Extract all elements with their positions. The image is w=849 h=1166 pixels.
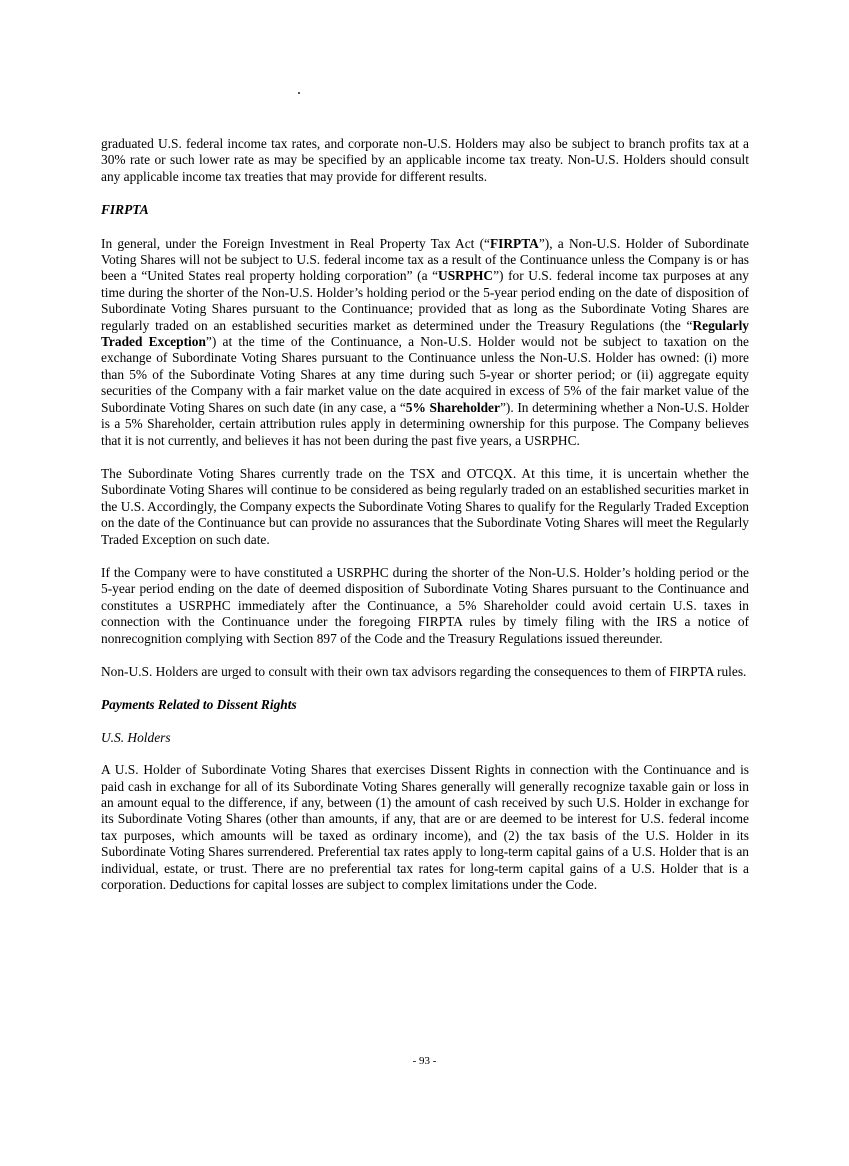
firpta-heading: FIRPTA xyxy=(101,202,149,218)
intro-paragraph: graduated U.S. federal income tax rates, and corporate non-U.S. Holders may also be subject to branch profits tax at a 30% rate or such lower rate as may be specified by an applicable income tax treaty. Non-U.S. Holders should consult any applicable income tax treaties that may provide for different results. xyxy=(101,136,749,184)
dissent-rights-heading: Payments Related to Dissent Rights xyxy=(101,697,297,713)
us-holders-subheading: U.S. Holders xyxy=(101,729,171,745)
document-body xyxy=(101,136,749,910)
defined-term-firpta: FIRPTA xyxy=(489,235,539,251)
defined-term-regularly-traded-exception: Regularly Traded Exception xyxy=(101,317,749,350)
text-run: ”). In determining whether a Non-U.S. Holder is a 5% Shareholder, certain attribution rules apply in determining ownership for this purpose. The Company believes that it is not currently, and believes it has not been during the past five years, a USRPHC. xyxy=(101,399,749,448)
dissent-paragraph-1: A U.S. Holder of Subordinate Voting Shares that exercises Dissent Rights in connection with the Continuance and is paid cash in exchange for all of its Subordinate Voting Shares generally will generally recognize taxable gain or loss in an amount equal to the difference, if any, between (1) the amount of cash received by such U.S. Holder in exchange for its Subordinate Voting Shares (other than amounts, if any, that are or are deemed to be interest for U.S. federal income tax purposes, which amounts will be taxed as ordinary income), and (2) the tax basis of the U.S. Holder in its Subordinate Voting Shares surrendered. Preferential tax rates apply to long-term capital gains of a U.S. Holder that is an individual, estate, or trust. There are no preferential tax rates for long-term capital gains of a U.S. Holder that is a corporation. Deductions for capital losses are subject to complex limitations under the Code. xyxy=(101,762,749,893)
text-run: In general, under the Foreign Investment in Real Property Tax Act (“ xyxy=(101,235,490,251)
text-run: ”) for U.S. federal income tax purposes at any time during the shorter of the Non-U.S. Holder’s holding period or the 5-year period ending on the date of disposition of Subordinate Voting Shares pursuant to the Continuance; provided that as long as the Subordinate Voting Shares are regularly traded on an established securities market as determined under the Treasury Regulations (the “ xyxy=(101,268,749,333)
defined-term-usrphc: USRPHC xyxy=(438,268,494,284)
firpta-paragraph-2: The Subordinate Voting Shares currently trade on the TSX and OTCQX. At this time, it is uncertain whether the Subordinate Voting Shares will continue to be considered as being regularly traded on an established securities market in the U.S. Accordingly, the Company expects the Subordinate Voting Shares to qualify for the Regularly Traded Exception on the date of the Continuance but can provide no assurances that the Subordinate Voting Shares will meet the Regularly Traded Exception on such date. xyxy=(101,465,749,547)
text-run: ”) at the time of the Continuance, a Non-U.S. Holder would not be subject to taxation on the exchange of Subordinate Voting Shares pursuant to the Continuance unless the Non-U.S. Holder has owned: (i) more than 5% of the Subordinate Voting Shares at any time during such 5-year or shorter period; or (ii) aggregate equity securities of the Company with a fair market value on the date acquired in excess of 5% of the fair market value of the Subordinate Voting Shares on such date (in any case, a “ xyxy=(101,334,750,415)
defined-term-5-percent-shareholder: 5% Shareholder xyxy=(405,399,500,415)
scan-dot xyxy=(298,92,300,94)
firpta-paragraph-1 xyxy=(101,236,749,449)
text-run: ”), a Non-U.S. Holder of Subordinate Voting Shares will not be subject to U.S. federal income tax as a result of the Continuance unless the Company is or has been a “United States real property holding corporation” (a “ xyxy=(101,235,749,284)
firpta-paragraph-4: Non-U.S. Holders are urged to consult with their own tax advisors regarding the consequences to them of FIRPTA rules. xyxy=(101,663,747,679)
page-number: - 93 - xyxy=(412,1055,437,1067)
firpta-paragraph-3: If the Company were to have constituted a USRPHC during the shorter of the Non-U.S. Holder’s holding period or the 5-year period ending on the date of deemed disposition of Subordinate Voting Shares pursuant to the Continuance and constitutes a USRPHC immediately after the Continuance, a 5% Shareholder could avoid certain U.S. taxes in connection with the Continuance under the foregoing FIRPTA rules by timely filing with the IRS a notice of nonrecognition complying with Section 897 of the Code and the Treasury Regulations issued thereunder. xyxy=(101,564,749,646)
